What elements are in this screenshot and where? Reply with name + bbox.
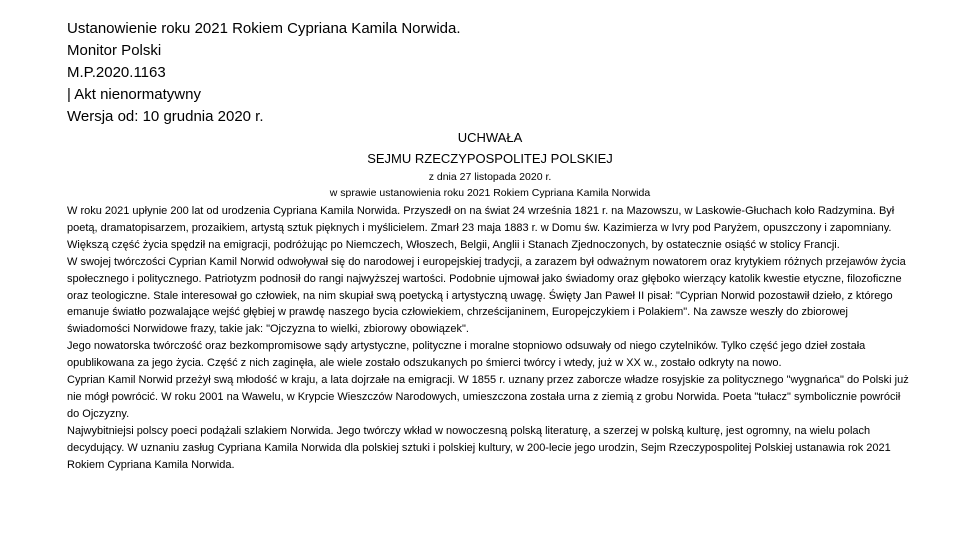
- body-paragraph: Najwybitniejsi polscy poeci podążali szlakiem Norwida. Jego twórczy wkład w nowoczesną polską literaturę, a szerzej w polską kulturę, jest ogromny, na wielu polach decydujący. W uznaniu zasług Cypriana Kamila Norwida dla polskiej sztuki i polskiej kultury, w 200-lecie jego urodzin, Sejm Rzeczypospolitej Polskiej ustanawia rok 2021 Rokiem Cypriana Kamila Norwida.: [67, 424, 891, 471]
- resolution-date: z dnia 27 listopada 2020 r.: [428, 171, 552, 183]
- body-paragraph: Cyprian Kamil Norwid przeżył swą młodość w kraju, a lata dojrzałe na emigracji. W 1855 r. uznany przez zaborcze władze rosyjskie za politycznego "wygnańca" do Polski już nie mógł powrócić. W roku 2001 na Wawelu, w Krypcie Wieszczów Narodowych, umieszczona została urna z ziemią z grobu Norwida. Poeta "tułacz" symbolicznie powrócił do Ojczyzny.: [67, 374, 909, 420]
- act-type: | Akt nienormatywny: [67, 86, 201, 103]
- body-paragraph: W roku 2021 upłynie 200 lat od urodzenia Cypriana Kamila Norwida. Przyszedł on na świat 24 września 1821 r. na Mazowszu, w Laskowie-Głuchach koło Radzymina. Był poetą, dramatopisarzem, prozaikiem, artystą sztuk pięknych i myślicielem. Zmarł 23 maja 1883 r. w Domu św. Kazimierza w Ivry pod Paryżem, opuszczony i zapomniany. Większą część życia spędził na emigracji, podróżując po Niemczech, Włoszech, Belgii, Anglii i Stanach Zjednoczonych, by ostatecznie osiąść w stolicy Francji.: [67, 205, 895, 251]
- act-title: Ustanowienie roku 2021 Rokiem Cypriana Kamila Norwida.: [67, 20, 461, 37]
- version-date: Wersja od: 10 grudnia 2020 r.: [67, 108, 264, 125]
- resolution-body: [67, 203, 912, 474]
- body-paragraph: Jego nowatorska twórczość oraz bezkompromisowe sądy artystyczne, polityczne i moralne stopniowo odsuwały od niego czytelników. Tylko część jego dzieł została opublikowana za jego życia. Część z nich zaginęła, ale wiele zostało odszukanych po śmierci twórcy i wtedy, już w XX w., zostało odkryty na nowo.: [67, 340, 866, 370]
- publication-name: Monitor Polski: [67, 42, 162, 59]
- body-paragraph: W swojej twórczości Cyprian Kamil Norwid odwoływał się do narodowej i europejskiej tradycji, a zarazem był odważnym nowatorem oraz krytykiem różnych przejawów życia społecznego i politycznego. Patriotyzm podnosił do rangi najwyższej wartości. Podobnie ujmował jako świadomy oraz głęboko wierzący katolik kwestie etyczne, filozoficzne oraz teologiczne. Stale interesował go człowiek, na nim skupiał swą poetycką i artystyczną uwagę. Święty Jan Paweł II pisał: "Cyprian Norwid pozostawił dzieło, z którego emanuje światło pozwalające wejść głębiej w prawdę naszego bycia człowiekiem, chrześcijaninem, Europejczykiem i Polakiem". Na zawsze weszły do zbiorowej świadomości Norwidowe frazy, takie jak: "Ojczyzna to wielki, zbiorowy obowiązek".: [67, 255, 906, 336]
- resolution-subject: w sprawie ustanowienia roku 2021 Rokiem Cypriana Kamila Norwida: [329, 187, 651, 199]
- resolution-heading: UCHWAŁA: [457, 130, 523, 145]
- document-header: [67, 18, 627, 128]
- publication-reference: M.P.2020.1163: [67, 64, 166, 81]
- issuing-body: SEJMU RZECZYPOSPOLITEJ POLSKIEJ: [367, 151, 613, 166]
